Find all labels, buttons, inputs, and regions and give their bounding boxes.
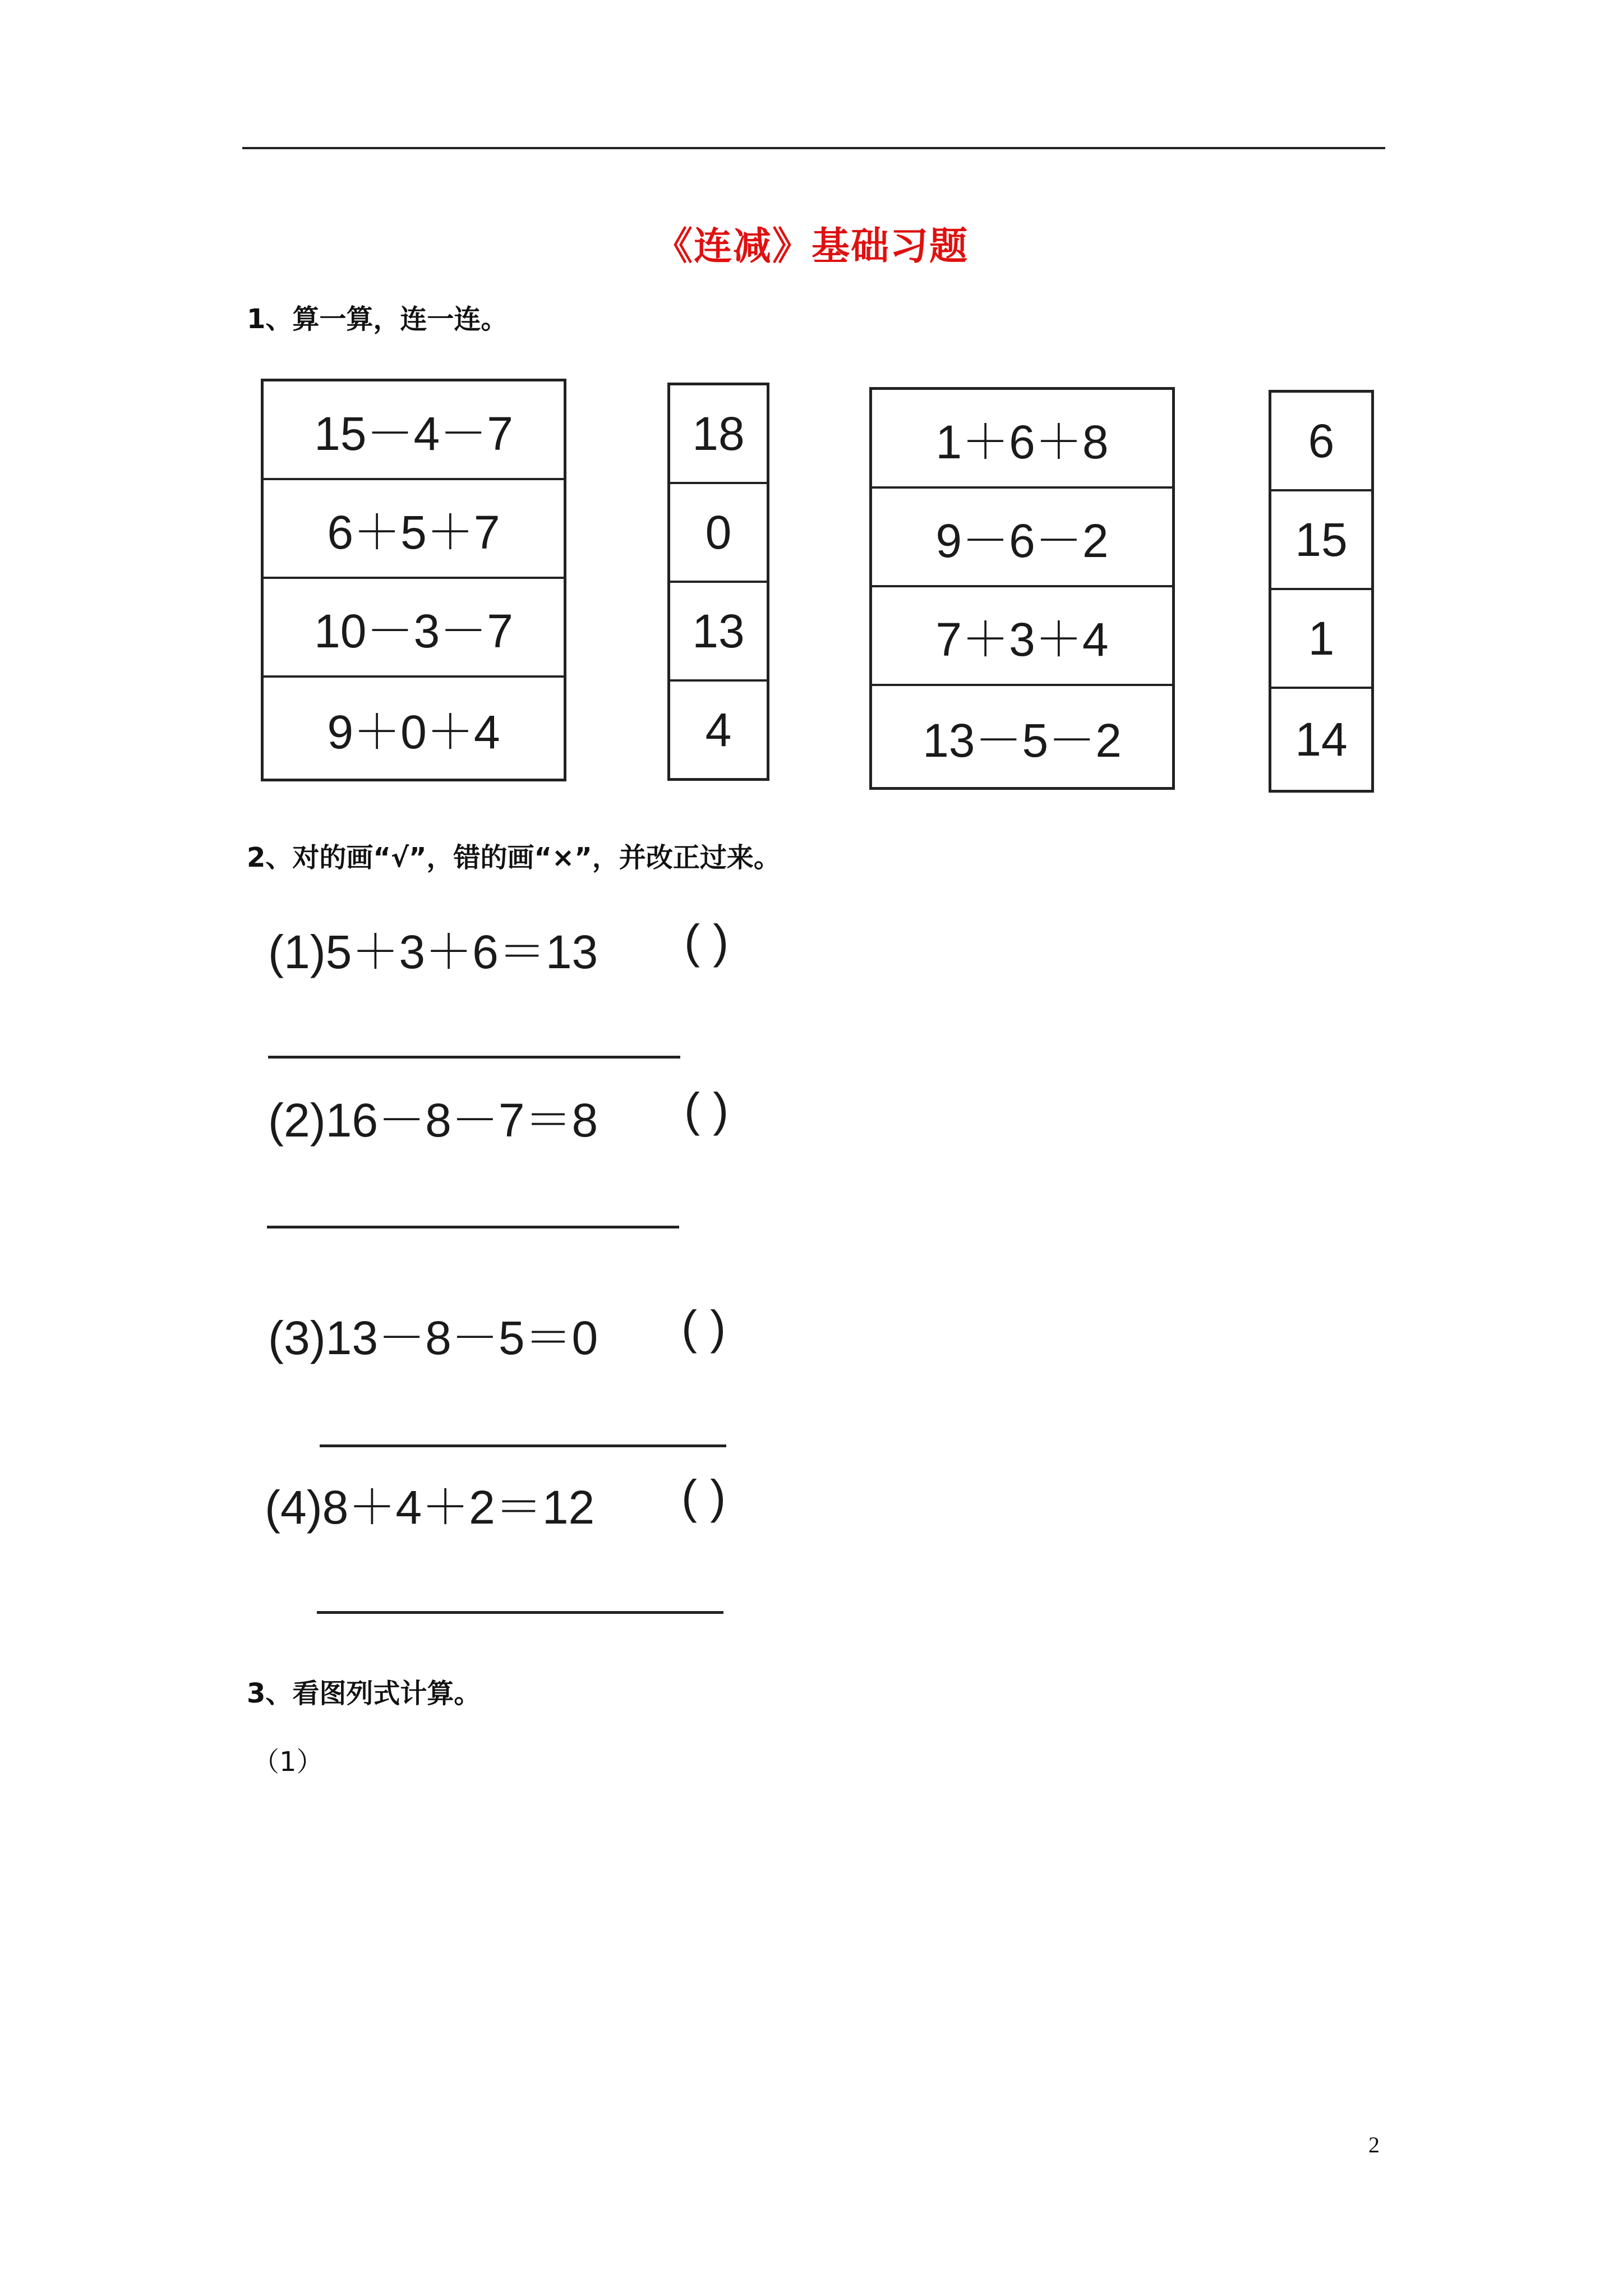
question-2-heading: 2、对的画“√”，错的画“×”，并改正过来。 (247, 842, 781, 873)
question-3-heading: 3、看图列式计算。 (247, 1678, 481, 1709)
answer-paren-3[interactable]: ( ) (681, 1301, 726, 1354)
answer-cell[interactable]: 1 (1271, 590, 1371, 689)
answer-paren-4[interactable]: ( ) (681, 1470, 726, 1523)
equation-1: (1)5＋3＋6＝13 (268, 926, 598, 978)
correction-line-4[interactable] (317, 1611, 723, 1614)
answer-cell[interactable]: 0 (670, 484, 767, 583)
answer-paren-2[interactable]: ( ) (684, 1083, 729, 1136)
correction-line-3[interactable] (320, 1444, 726, 1447)
expression-cell[interactable]: 9－6－2 (872, 489, 1172, 587)
answer-paren-1[interactable]: ( ) (684, 915, 729, 968)
equation-4: (4)8＋4＋2＝12 (265, 1481, 595, 1534)
question-1-heading: 1、算一算，连一连。 (247, 303, 508, 335)
answer-cell[interactable]: 13 (670, 583, 767, 682)
page-title: 《连减》基础习题 (654, 224, 969, 269)
answer-box-a (667, 383, 769, 781)
expression-box-a (261, 379, 566, 781)
answer-cell[interactable]: 14 (1295, 712, 1348, 766)
answer-cell[interactable]: 6 (1271, 393, 1371, 491)
answer-box-b (1269, 390, 1374, 793)
answer-cell[interactable]: 18 (670, 385, 767, 484)
header-rule (242, 147, 1385, 149)
expression-cell[interactable]: 9＋0＋4 (327, 705, 500, 758)
expression-box-b (869, 387, 1175, 790)
answer-cell[interactable]: 15 (1271, 491, 1371, 590)
correction-line-2[interactable] (267, 1226, 679, 1228)
equation-2: (2)16－8－7＝8 (268, 1094, 598, 1147)
answer-cell[interactable]: 4 (705, 703, 732, 756)
expression-cell[interactable]: 1＋6＋8 (872, 390, 1172, 489)
expression-cell[interactable]: 10－3－7 (264, 579, 564, 678)
correction-line-1[interactable] (268, 1056, 680, 1059)
question-3-sub-1: （1） (252, 1746, 324, 1778)
equation-3: (3)13－8－5＝0 (268, 1312, 598, 1364)
expression-cell[interactable]: 13－5－2 (923, 714, 1122, 767)
expression-cell[interactable]: 15－4－7 (264, 381, 564, 480)
expression-cell[interactable]: 7＋3＋4 (872, 587, 1172, 686)
expression-cell[interactable]: 6＋5＋7 (264, 480, 564, 579)
page-number: 2 (1368, 2132, 1380, 2157)
